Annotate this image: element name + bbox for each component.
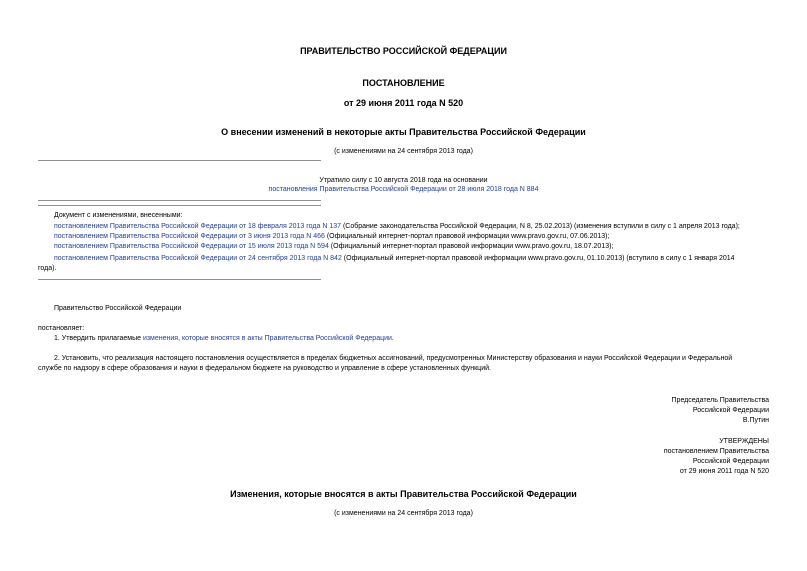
change-item xyxy=(54,242,774,251)
signature-position: Председатель Правительства xyxy=(671,397,769,404)
change-item-continuation: года). xyxy=(38,265,57,272)
document-title: О внесении изменений в некоторые акты Правительства Российской Федерации xyxy=(221,127,586,137)
expired-basis-link[interactable]: постановления Правительства Российской Федерации от 28 июля 2018 года N 884 xyxy=(268,186,539,193)
amendment-link[interactable]: постановлением Правительства Российской Федерации от 18 февраля 2013 года N 137 xyxy=(54,223,341,230)
amendment-link[interactable]: постановлением Правительства Российской Федерации от 3 июня 2013 года N 466 xyxy=(54,233,325,240)
approval-block xyxy=(664,437,769,477)
amendment-link[interactable]: постановлением Правительства Российской Федерации от 24 сентября 2013 года N 842 xyxy=(54,255,342,262)
changes-link[interactable]: изменения, которые вносятся в акты Правительства Российской Федерации xyxy=(142,335,392,342)
document-date-number: от 29 июня 2011 года N 520 xyxy=(343,98,464,108)
appendix-title: Изменения, которые вносятся в акты Правительства Российской Федерации xyxy=(230,489,577,499)
amendment-source: (Собрание законодательства Российской Федерации, N 8, 25.02.2013) (изменения вступили в силу с 1 апреля 2013 года); xyxy=(341,223,740,230)
divider xyxy=(38,205,321,206)
amendment-source: (Официальный интернет-портал правовой информации www.pravo.gov.ru, 01.10.2013) (вступило в силу с 1 января 2014 xyxy=(341,255,735,262)
amendment-link[interactable]: постановлением Правительства Российской Федерации от 15 июля 2013 года N 594 xyxy=(54,243,329,250)
amendment-source: (Официальный интернет-портал правовой информации www.pravo.gov.ru, 07.06.2013); xyxy=(324,233,610,240)
expired-notice: Утратило силу с 10 августа 2018 года на основании xyxy=(319,177,488,184)
signature-organization: Российской Федерации xyxy=(692,407,769,414)
paragraph-1-suffix: . xyxy=(391,335,394,342)
change-item xyxy=(54,232,774,241)
approval-date: от 29 июня 2011 года N 520 xyxy=(679,468,769,475)
signature-block xyxy=(672,396,769,426)
revision-note: (с изменениями на 24 сентября 2013 года) xyxy=(334,148,473,155)
appendix-revision: (с изменениями на 24 сентября 2013 года) xyxy=(334,510,473,517)
expired-link-row xyxy=(0,185,807,194)
government-heading: ПРАВИТЕЛЬСТВО РОССИЙСКОЙ ФЕДЕРАЦИИ xyxy=(300,46,507,56)
divider xyxy=(38,279,321,280)
paragraph-2-line1: 2. Установить, что реализация настоящего постановления осуществляется в пределах бюджетных ассигнований, предусмотренных Министерству образования и науки Российской Федерации и Федеральной xyxy=(54,355,733,362)
paragraph-1-prefix: 1. Утвердить прилагаемые xyxy=(54,335,143,342)
signature-name: В.Путин xyxy=(742,417,769,424)
paragraph-1 xyxy=(54,334,394,343)
amendment-source: (Официальный интернет-портал правовой информации www.pravo.gov.ru, 18.07.2013); xyxy=(328,243,614,250)
divider xyxy=(38,160,321,161)
change-item xyxy=(54,222,774,231)
approval-line: постановлением Правительства xyxy=(663,448,769,455)
government-line: Правительство Российской Федерации xyxy=(54,305,182,312)
approval-line: Российской Федерации xyxy=(692,458,769,465)
document-type: ПОСТАНОВЛЕНИЕ xyxy=(362,78,445,88)
changes-intro: Документ с изменениями, внесенными: xyxy=(54,212,183,219)
paragraph-2-line2: службе по надзору в сфере образования и науки в федеральном бюджете на руководство и управление в сфере установленных функций. xyxy=(38,365,491,372)
approval-title: УТВЕРЖДЕНЫ xyxy=(719,438,769,445)
divider xyxy=(38,200,321,201)
decrees-word: постановляет: xyxy=(38,325,85,332)
change-item xyxy=(54,254,774,263)
